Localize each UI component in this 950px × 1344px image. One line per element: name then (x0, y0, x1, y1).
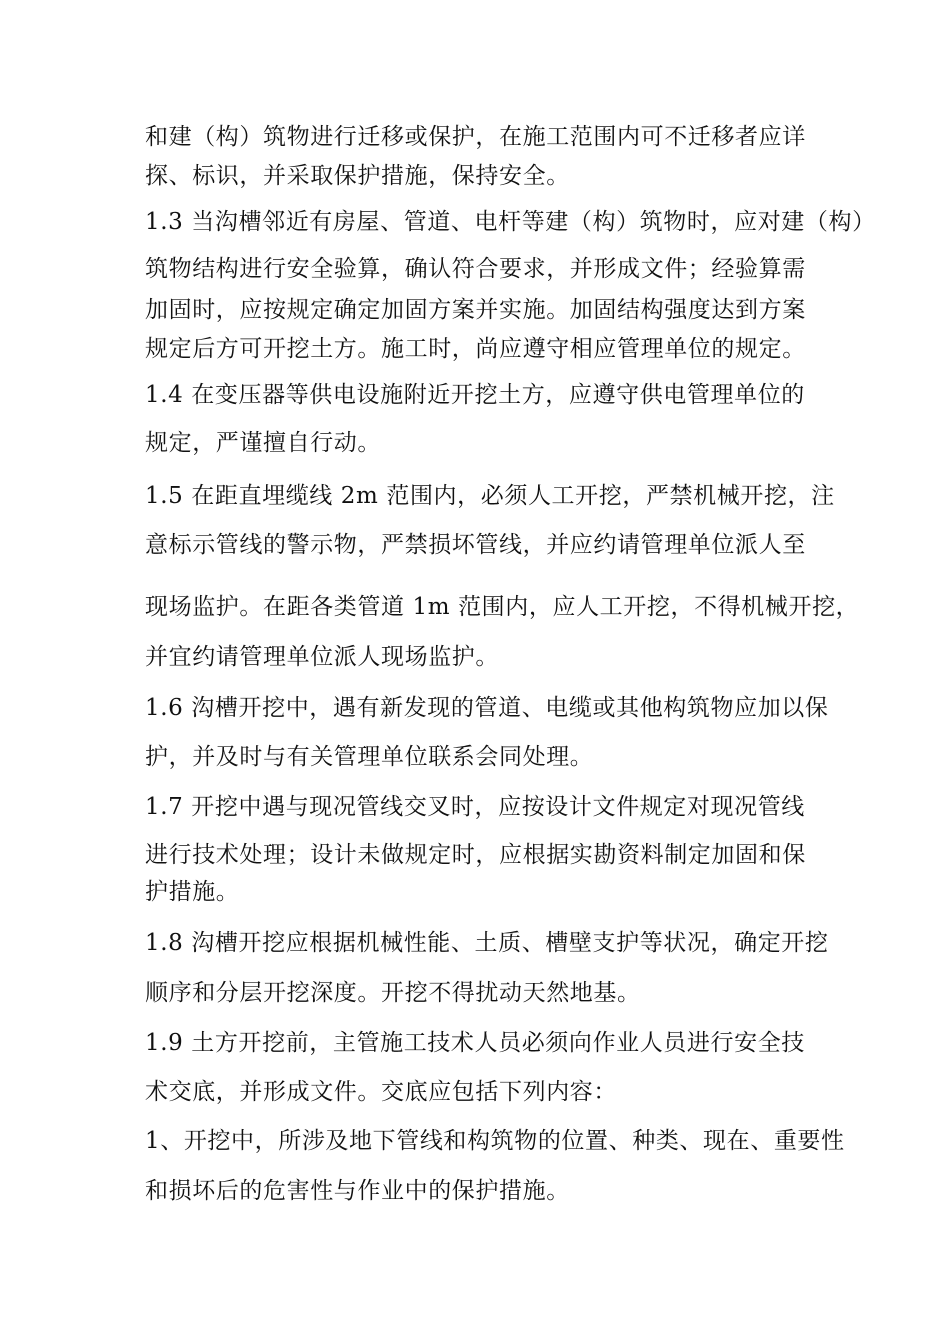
text-line: 和损坏后的危害性与作业中的保护措施。 (145, 1178, 570, 1204)
text-line: 术交底，并形成文件。交底应包括下列内容： (145, 1079, 617, 1105)
text-line: 1.8 沟槽开挖应根据机械性能、土质、槽壁支护等状况，确定开挖 (145, 930, 829, 956)
text-line: 和建（构）筑物进行迁移或保护，在施工范围内可不迁移者应详 (145, 124, 806, 150)
text-line: 1.6 沟槽开挖中，遇有新发现的管道、电缆或其他构筑物应加以保 (145, 695, 829, 721)
text-line: 加固时，应按规定确定加固方案并实施。加固结构强度达到方案 (145, 297, 806, 323)
text-line: 现场监护。在距各类管道 1m 范围内，应人工开挖，不得机械开挖， (145, 594, 860, 620)
text-line: 顺序和分层开挖深度。开挖不得扰动天然地基。 (145, 980, 641, 1006)
text-line: 1.9 土方开挖前，主管施工技术人员必须向作业人员进行安全技 (145, 1030, 805, 1056)
text-line: 意标示管线的警示物，严禁损坏管线，并应约请管理单位派人至 (145, 532, 806, 558)
text-line: 并宜约请管理单位派人现场监护。 (145, 644, 499, 670)
text-line: 护措施。 (145, 879, 240, 905)
text-line: 规定后方可开挖土方。施工时，尚应遵守相应管理单位的规定。 (145, 336, 806, 362)
text-line: 筑物结构进行安全验算，确认符合要求，并形成文件；经验算需 (145, 256, 806, 282)
text-line: 探、标识，并采取保护措施，保持安全。 (145, 163, 570, 189)
text-line: 护，并及时与有关管理单位联系会同处理。 (145, 744, 594, 770)
text-line: 1.3 当沟槽邻近有房屋、管道、电杆等建（构）筑物时，应对建（构） (145, 209, 876, 235)
text-line: 1.4 在变压器等供电设施附近开挖土方，应遵守供电管理单位的 (145, 382, 805, 408)
text-line: 1.5 在距直埋缆线 2m 范围内，必须人工开挖，严禁机械开挖，注 (145, 483, 835, 509)
text-line: 进行技术处理；设计未做规定时，应根据实勘资料制定加固和保 (145, 842, 806, 868)
text-line: 规定，严谨擅自行动。 (145, 430, 381, 456)
text-line: 1.7 开挖中遇与现况管线交叉时，应按设计文件规定对现况管线 (145, 794, 805, 820)
text-line: 1、开挖中，所涉及地下管线和构筑物的位置、种类、现在、重要性 (145, 1128, 845, 1154)
